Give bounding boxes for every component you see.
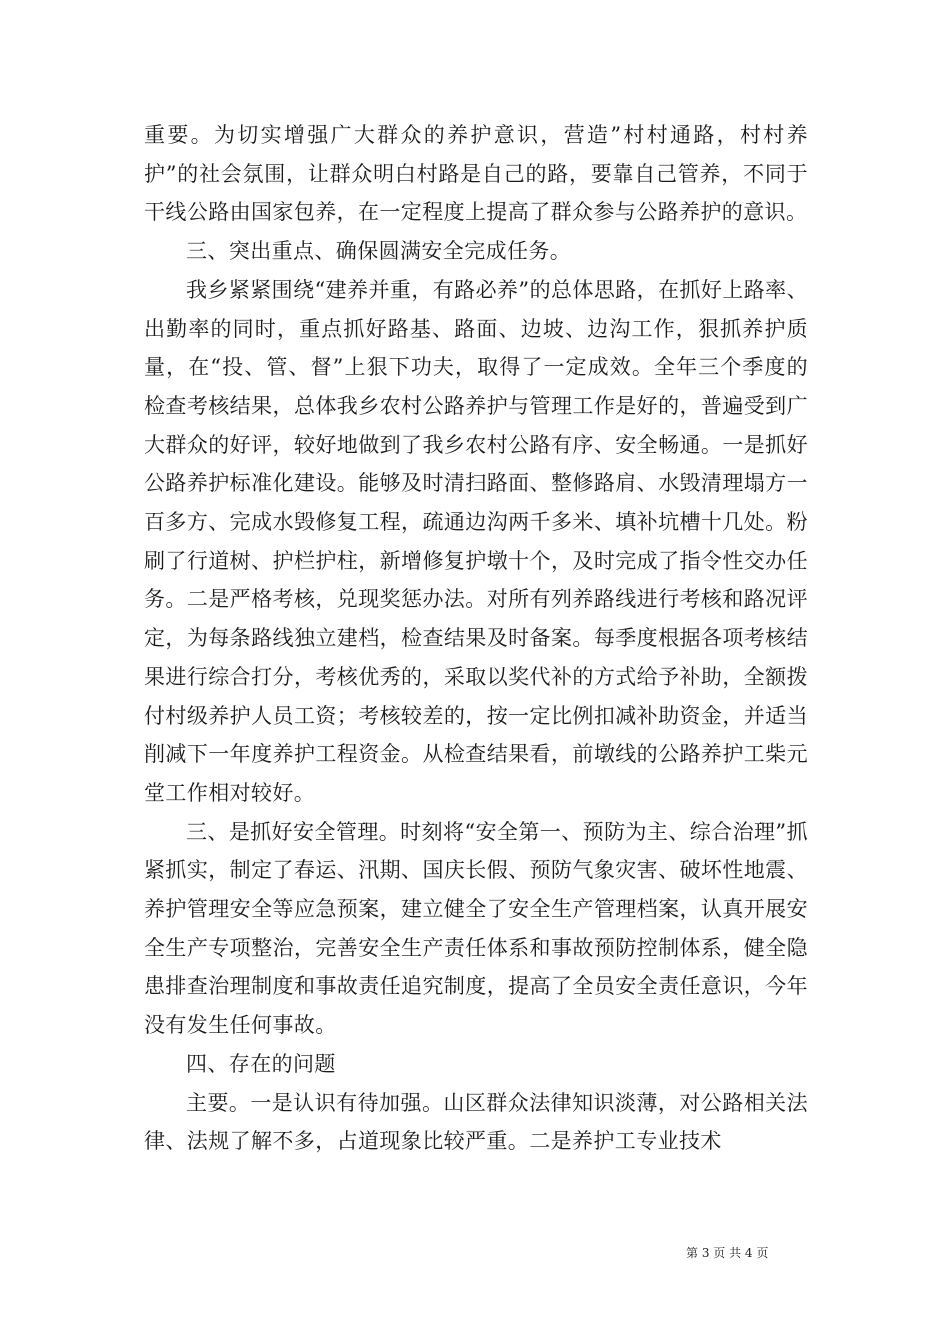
- document-body: [144, 116, 808, 1161]
- paragraph-safety-management: 三、是抓好安全管理。时刻将“安全第一、预防为主、综合治理”抓紧抓实，制定了春运、汛期、国庆长假、预防气象灾害、破坏性地震、养护管理安全等应急预案，建立健全了安全生产管理档案，认真开展安全生产专项整治，完善安全生产责任体系和事故预防控制体系，健全隐患排查治理制度和事故责任追究制度，提高了全员安全责任意识，今年没有发生任何事故。: [144, 819, 808, 1038]
- paragraph-problems: 主要。一是认识有待加强。山区群众法律知识淡薄，对公路相关法律、法规了解不多，占道现象比较严重。二是养护工专业技术: [144, 1090, 808, 1154]
- section-heading-three: 三、突出重点、确保圆满安全完成任务。: [186, 239, 572, 264]
- page-number-footer: 第 3 页 共 4 页: [686, 1246, 769, 1260]
- paragraph-maintenance-work: 我乡紧紧围绕“建养并重，有路必养”的总体思路，在抓好上路率、出勤率的同时，重点抓好路基、路面、边坡、边沟工作，狠抓养护质量，在“投、管、督”上狠下功夫，取得了一定成效。全年三个季度的检查考核结果，总体我乡农村公路养护与管理工作是好的，普遍受到广大群众的好评，较好地做到了我乡农村公路有序、安全畅通。一是抓好公路养护标准化建设。能够及时清扫路面、整修路肩、水毁清理塌方一百多方、完成水毁修复工程，疏通边沟两千多米、填补坑槽十几处。粉刷了行道树、护栏护柱，新增修复护墩十个，及时完成了指令性交办任务。二是严格考核，兑现奖惩办法。对所有列养路线进行考核和路况评定，为每条路线独立建档，检查结果及时备案。每季度根据各项考核结果进行综合打分，考核优秀的，采取以奖代补的方式给予补助，全额拨付村级养护人员工资；考核较差的，按一定比例扣减补助资金，并适当削减下一年度养护工程资金。从检查结果看，前墩线的公路养护工柴元堂工作相对较好。: [144, 277, 808, 805]
- section-heading-four: 四、存在的问题: [186, 1051, 336, 1076]
- paragraph-continuation: 重要。为切实增强广大群众的养护意识，营造”村村通路，村村养护”的社会氛围，让群众明白村路是自己的路，要靠自己管养，不同于干线公路由国家包养，在一定程度上提高了群众参与公路养护的意识。: [144, 123, 808, 225]
